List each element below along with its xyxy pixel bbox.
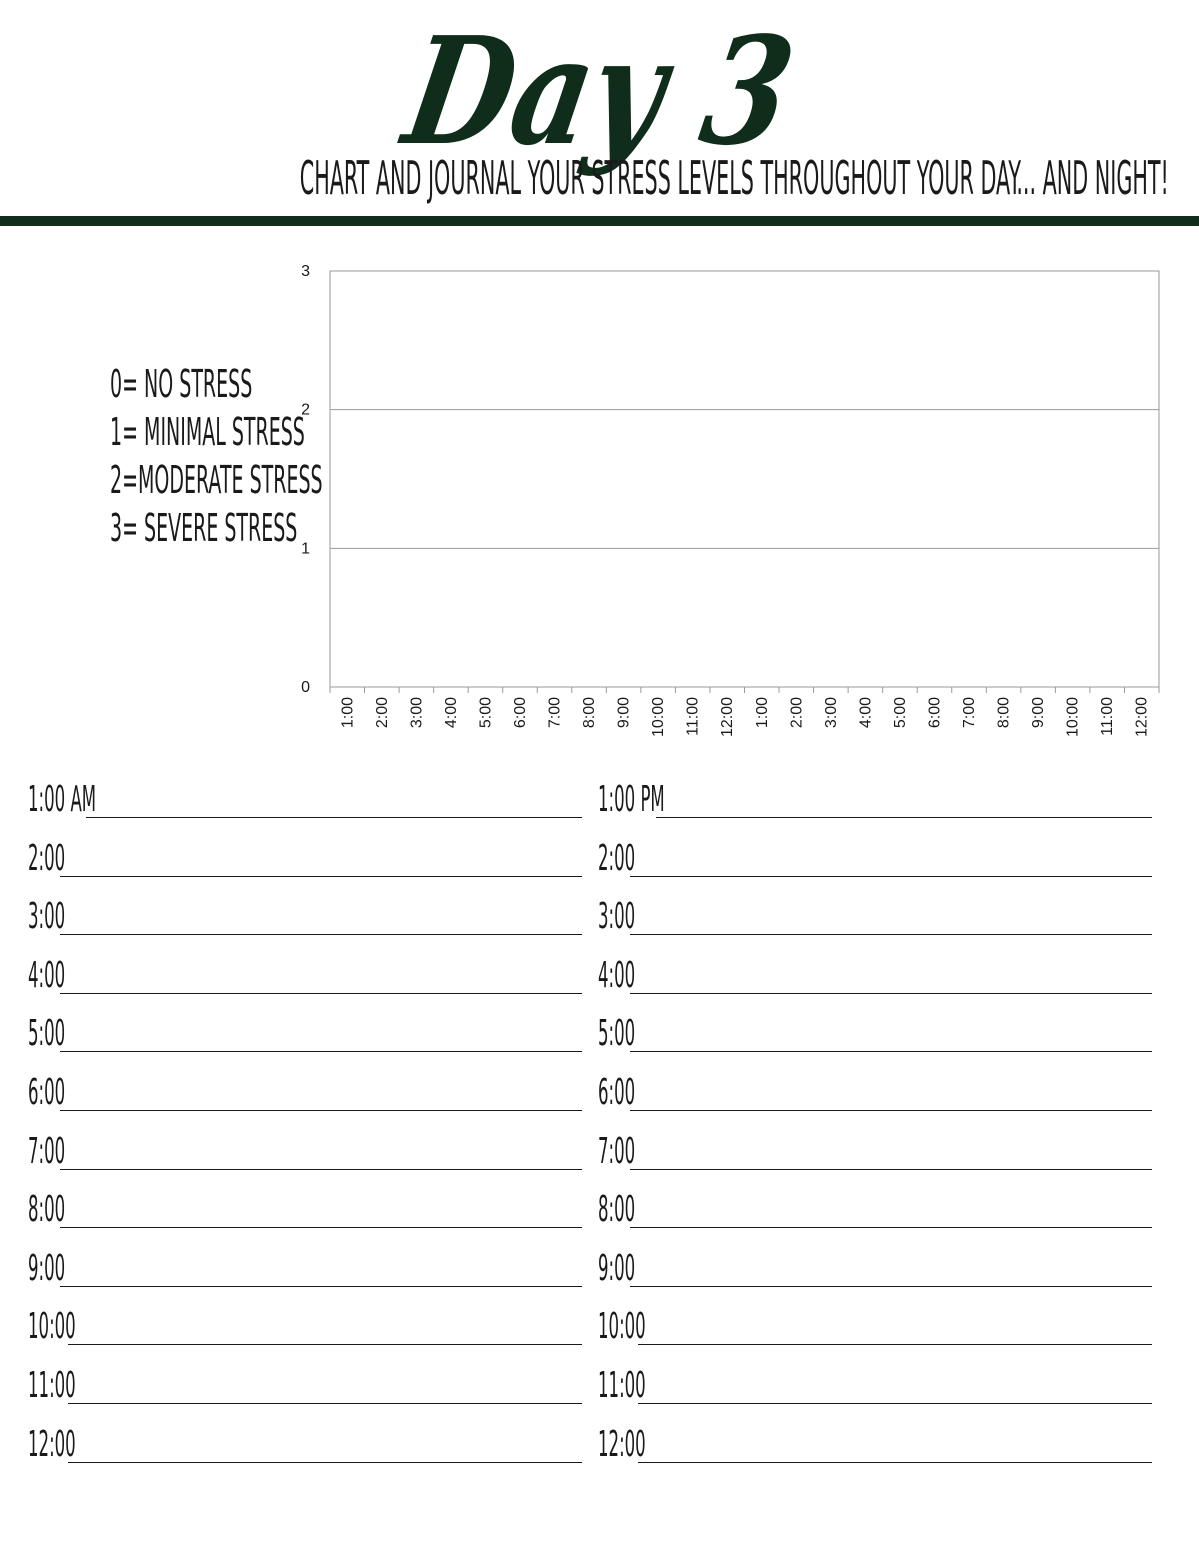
journal-row: 8:00 bbox=[598, 1180, 1152, 1230]
journal-write-line[interactable] bbox=[60, 1227, 582, 1228]
journal-row: 1:00 AM bbox=[28, 770, 582, 820]
journal-row: 10:00 bbox=[598, 1297, 1152, 1347]
journal-write-line[interactable] bbox=[630, 993, 1152, 994]
journal-row: 4:00 bbox=[598, 946, 1152, 996]
journal-write-line[interactable] bbox=[60, 1110, 582, 1111]
x-tick-label: 7:00 bbox=[961, 697, 979, 729]
x-tick-label: 6:00 bbox=[926, 697, 944, 729]
journal-row: 11:00 bbox=[28, 1356, 582, 1406]
y-tick-label: 0 bbox=[301, 679, 310, 696]
journal-write-line[interactable] bbox=[60, 1169, 582, 1170]
x-tick-label: 12:00 bbox=[719, 697, 737, 738]
x-tick-label: 2:00 bbox=[788, 697, 806, 729]
x-tick-label: 8:00 bbox=[995, 697, 1013, 729]
journal-row: 12:00 bbox=[598, 1415, 1152, 1465]
x-tick-label: 3:00 bbox=[408, 697, 426, 729]
y-tick-label: 3 bbox=[301, 263, 310, 280]
journal-write-line[interactable] bbox=[630, 1110, 1152, 1111]
y-tick-label: 1 bbox=[301, 540, 310, 558]
journal-write-line[interactable] bbox=[86, 817, 582, 818]
journal-row: 8:00 bbox=[28, 1180, 582, 1230]
x-tick-label: 8:00 bbox=[581, 697, 599, 729]
x-tick-label: 11:00 bbox=[684, 697, 702, 736]
journal-row: 9:00 bbox=[598, 1239, 1152, 1289]
x-tick-label: 6:00 bbox=[511, 697, 529, 729]
x-tick-label: 10:00 bbox=[650, 697, 668, 738]
journal-write-line[interactable] bbox=[638, 1344, 1152, 1345]
journal-row: 3:00 bbox=[598, 887, 1152, 937]
legend-item-3: 3= SEVERE STRESS bbox=[110, 506, 298, 550]
journal-row: 12:00 bbox=[28, 1415, 582, 1465]
journal-write-line[interactable] bbox=[68, 1462, 582, 1463]
journal-write-line[interactable] bbox=[68, 1403, 582, 1404]
journal-row: 5:00 bbox=[28, 1004, 582, 1054]
journal-write-line[interactable] bbox=[68, 1344, 582, 1345]
journal-row: 6:00 bbox=[28, 1063, 582, 1113]
page-title: Day 3 bbox=[393, 4, 806, 178]
journal-write-line[interactable] bbox=[638, 1462, 1152, 1463]
journal-write-line[interactable] bbox=[630, 876, 1152, 877]
x-tick-label: 5:00 bbox=[477, 697, 495, 729]
x-tick-label: 9:00 bbox=[615, 697, 633, 729]
journal-write-line[interactable] bbox=[60, 993, 582, 994]
x-tick-label: 11:00 bbox=[1099, 697, 1117, 736]
x-tick-label: 4:00 bbox=[857, 697, 875, 729]
x-tick-label: 1:00 bbox=[753, 697, 771, 729]
x-tick-label: 5:00 bbox=[891, 697, 909, 729]
journal-write-line[interactable] bbox=[60, 1286, 582, 1287]
journal-row: 5:00 bbox=[598, 1004, 1152, 1054]
journal-write-line[interactable] bbox=[60, 934, 582, 935]
journal-write-line[interactable] bbox=[656, 817, 1152, 818]
journal-write-line[interactable] bbox=[638, 1403, 1152, 1404]
x-tick-label: 9:00 bbox=[1030, 697, 1048, 729]
journal-write-line[interactable] bbox=[630, 934, 1152, 935]
stress-chart bbox=[0, 0, 1199, 760]
journal-write-line[interactable] bbox=[630, 1286, 1152, 1287]
journal-row: 1:00 PM bbox=[598, 770, 1152, 820]
journal-write-line[interactable] bbox=[630, 1051, 1152, 1052]
y-tick-label: 2 bbox=[301, 401, 310, 419]
legend-item-0: 0= NO STRESS bbox=[110, 362, 253, 406]
legend-item-1: 1= MINIMAL STRESS bbox=[110, 410, 305, 454]
x-tick-label: 12:00 bbox=[1133, 697, 1151, 738]
x-tick-label: 4:00 bbox=[442, 697, 460, 729]
journal-row: 4:00 bbox=[28, 946, 582, 996]
journal-write-line[interactable] bbox=[60, 1051, 582, 1052]
journal-row: 6:00 bbox=[598, 1063, 1152, 1113]
journal-row: 9:00 bbox=[28, 1239, 582, 1289]
x-tick-label: 1:00 bbox=[339, 697, 357, 729]
journal-write-line[interactable] bbox=[630, 1169, 1152, 1170]
journal-write-line[interactable] bbox=[630, 1227, 1152, 1228]
legend-item-2: 2=MODERATE STRESS bbox=[110, 458, 323, 502]
journal-row: 3:00 bbox=[28, 887, 582, 937]
journal-write-line[interactable] bbox=[60, 876, 582, 877]
x-tick-label: 3:00 bbox=[822, 697, 840, 729]
journal-row: 7:00 bbox=[28, 1122, 582, 1172]
journal-row: 7:00 bbox=[598, 1122, 1152, 1172]
plot-area bbox=[330, 271, 1159, 687]
journal-row: 2:00 bbox=[28, 829, 582, 879]
journal-row: 11:00 bbox=[598, 1356, 1152, 1406]
x-tick-label: 2:00 bbox=[373, 697, 391, 729]
journal-row: 2:00 bbox=[598, 829, 1152, 879]
journal-row: 10:00 bbox=[28, 1297, 582, 1347]
page-subtitle: CHART AND JOURNAL YOUR STRESS LEVELS THROUGHOUT YOUR DAY... AND NIGHT! bbox=[299, 151, 1169, 205]
x-tick-label: 10:00 bbox=[1064, 697, 1082, 738]
x-tick-label: 7:00 bbox=[546, 697, 564, 729]
